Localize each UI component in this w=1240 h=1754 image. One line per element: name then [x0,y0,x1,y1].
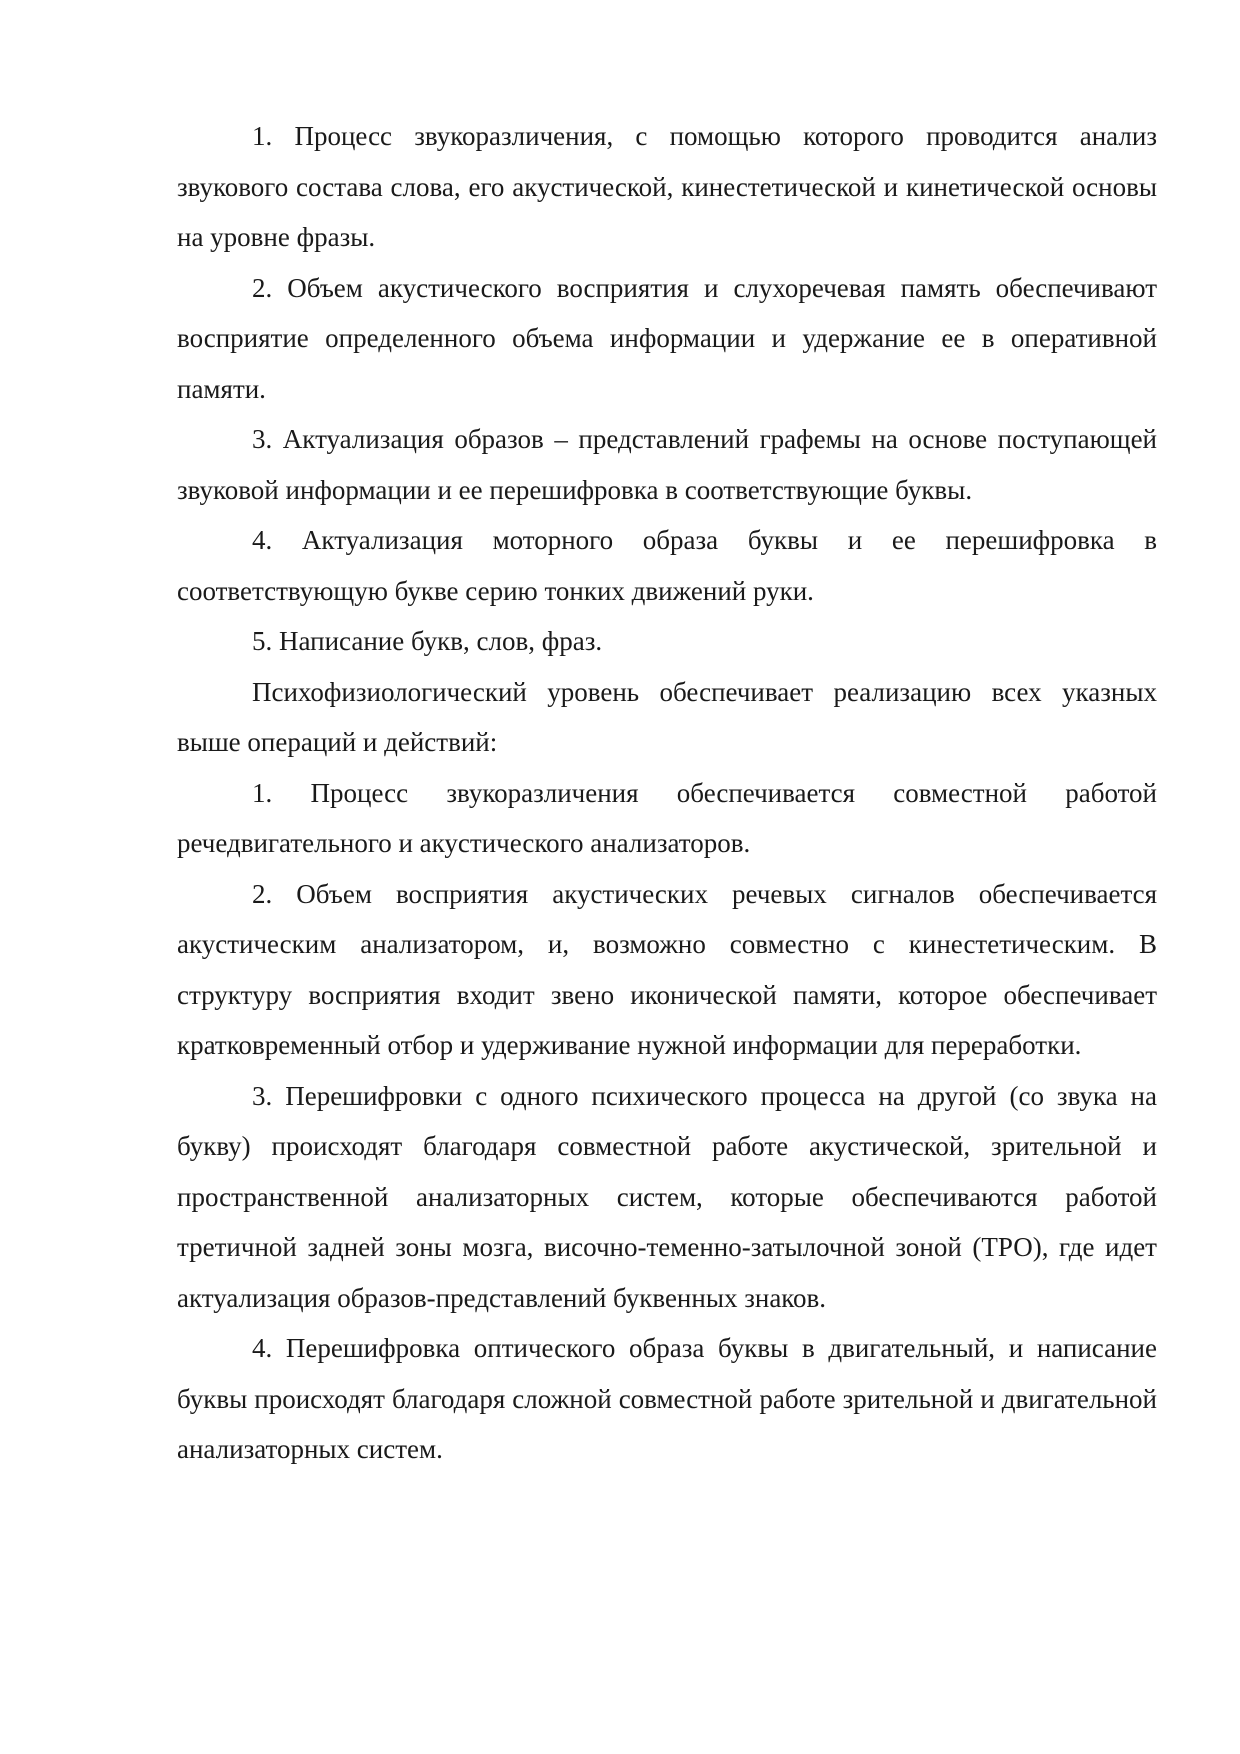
paragraph-6: Психофизиологический уровень обеспечивает реализацию всех указных выше операций и действий: [177,676,1157,757]
paragraph-1: 1. Процесс звукоразличения, с помощью которого проводится анализ звукового состава слова, его акустической, кинестетической и кинетической основы на уровне фразы. [177,121,1157,252]
paragraph-3: 3. Актуализация образов – представлений графемы на основе поступающей звуковой информации и ее перешифровка в соответствующие буквы. [177,424,1157,505]
paragraph-9: 3. Перешифровки с одного психического процесса на другой (со звука на букву) происходят благодаря совместной работе акустической, зрительной и пространственной анализаторных систем, которые обеспечиваются работой третичной задней зоны мозга, височно-теменно-затылочной зоной (ТРО), где идет актуализация образов-представлений буквенных знаков. [177,1080,1157,1313]
paragraph-4: 4. Актуализация моторного образа буквы и ее перешифровка в соответствующую букве серию тонких движений руки. [177,525,1157,606]
paragraph-5: 5. Написание букв, слов, фраз. [252,626,603,656]
paragraph-2: 2. Объем акустического восприятия и слухоречевая память обеспечивают восприятие определенного объема информации и удержание ее в оперативной памяти. [177,272,1157,404]
paragraph-8: 2. Объем восприятия акустических речевых сигналов обеспечивается акустическим анализатором, и, возможно совместно с кинестетическим. В структуру восприятия входит звено иконической памяти, которое обеспечивает кратковременный отбор и удерживание нужной информации для переработки. [177,878,1157,1060]
paragraph-10: 4. Перешифровка оптического образа буквы в двигательный, и написание буквы происходят благодаря сложной совместной работе зрительной и двигательной анализаторных систем. [177,1333,1157,1464]
paragraph-7: 1. Процесс звукоразличения обеспечивается совместной работой речедвигательного и акустического анализаторов. [177,777,1157,858]
document-page [177,111,1157,1475]
